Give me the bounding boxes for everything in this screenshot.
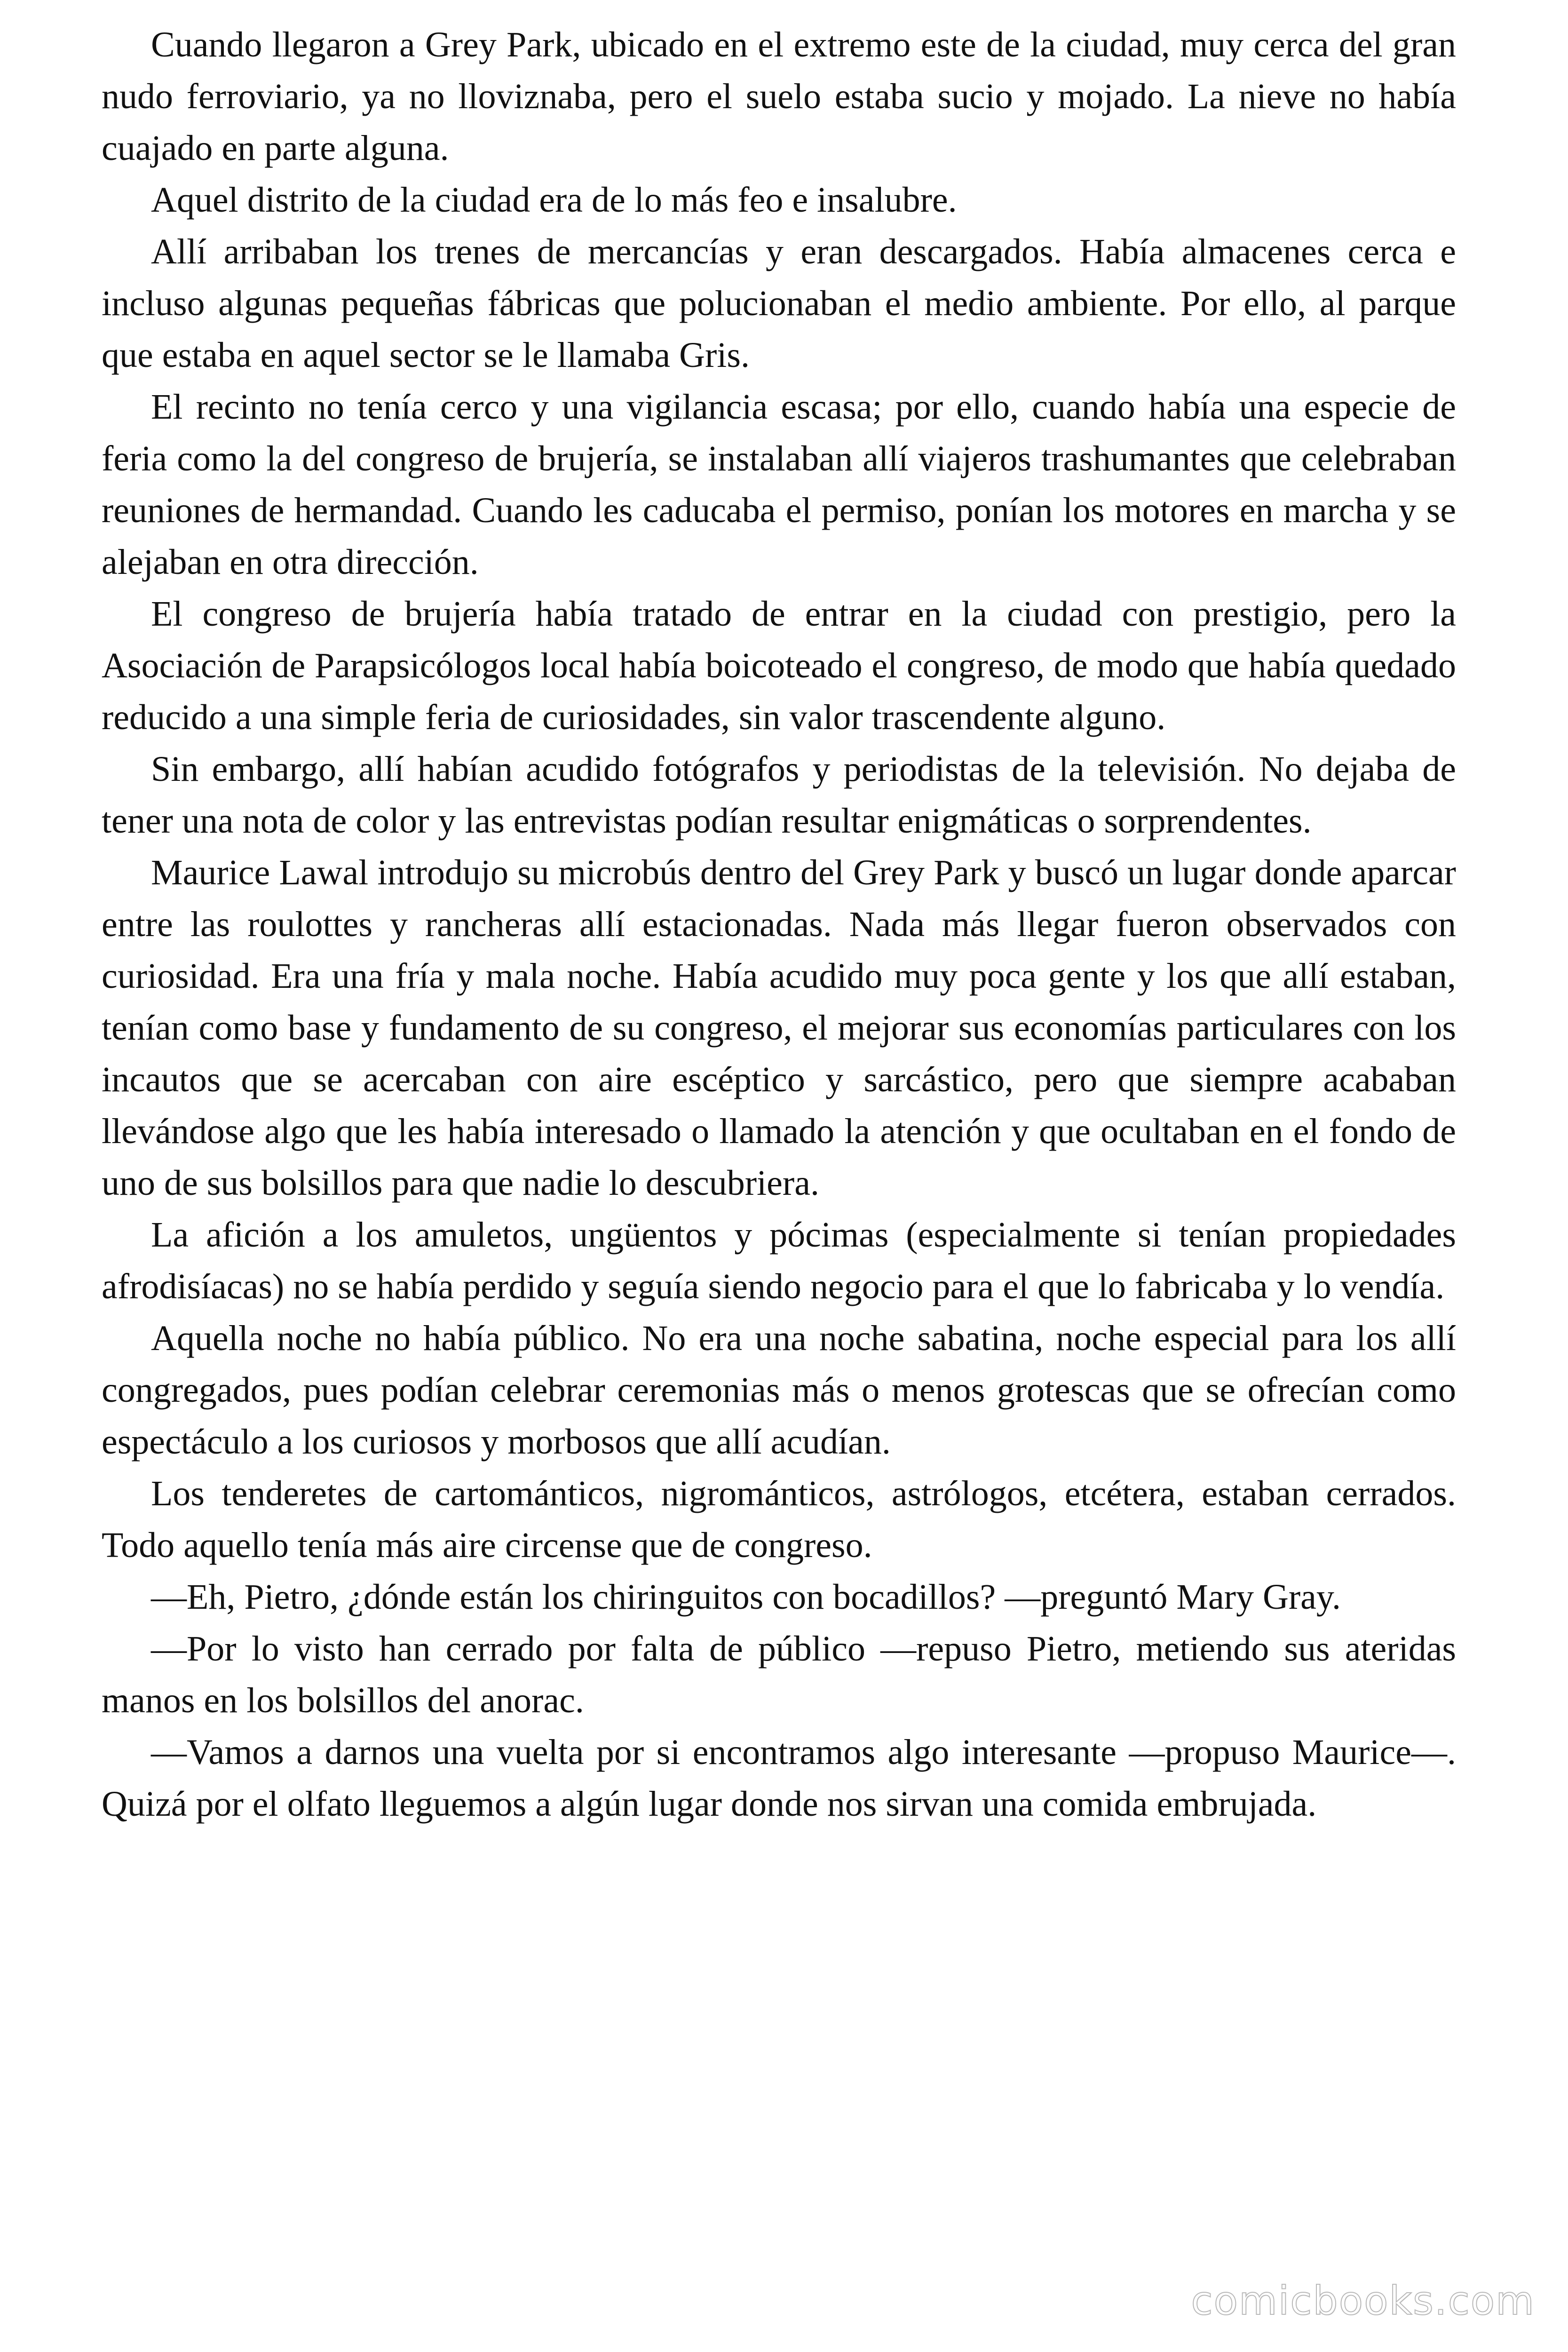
paragraph-3: Allí arribaban los trenes de mercancías y eran descargados. Había almacenes cerca e incluso algunas pequeñas fábricas que polucionaban el medio ambiente. Por ello, al parque que estaba en aquel sector se le llamaba Gris. (102, 232, 1456, 375)
book-page-text (102, 19, 1456, 1830)
dialogue-line-3: —Vamos a darnos una vuelta por si encontramos algo interesante —propuso Maurice—. Quizá por el olfato lleguemos a algún lugar donde nos sirvan una comida embrujada. (102, 1732, 1456, 1824)
dialogue-line-1: —Eh, Pietro, ¿dónde están los chiringuitos con bocadillos? —preguntó Mary Gray. (151, 1577, 1341, 1617)
paragraph-1: Cuando llegaron a Grey Park, ubicado en el extremo este de la ciudad, muy cerca del gran nudo ferroviario, ya no lloviznaba, pero el suelo estaba sucio y mojado. La nieve no había cuajado en parte alguna. (102, 25, 1456, 168)
paragraph-4: El recinto no tenía cerco y una vigilancia escasa; por ello, cuando había una especie de feria como la del congreso de brujería, se instalaban allí viajeros trashumantes que celebraban reuniones de hermandad. Cuando les caducaba el permiso, ponían los motores en marcha y se alejaban en otra dirección. (102, 387, 1456, 582)
watermark: comicbooks.com (1191, 2278, 1535, 2324)
paragraph-10: Los tenderetes de cartománticos, nigrománticos, astrólogos, etcétera, estaban cerrados. Todo aquello tenía más aire circense que de congreso. (102, 1474, 1456, 1565)
paragraph-8: La afición a los amuletos, ungüentos y pócimas (especialmente si tenían propiedades afrodisíacas) no se había perdido y seguía siendo negocio para el que lo fabricaba y lo vendía. (102, 1215, 1456, 1306)
paragraph-7: Maurice Lawal introdujo su microbús dentro del Grey Park y buscó un lugar donde aparcar entre las roulottes y rancheras allí estacionadas. Nada más llegar fueron observados con curiosidad. Era una fría y mala noche. Había acudido muy poca gente y los que allí estaban, tenían como base y fundamento de su congreso, el mejorar sus economías particulares con los incautos que se acercaban con aire escéptico y sarcástico, pero que siempre acababan llevándose algo que les había interesado o llamado la atención y que ocultaban en el fondo de uno de sus bolsillos para que nadie lo descubriera. (102, 853, 1456, 1203)
dialogue-line-2: —Por lo visto han cerrado por falta de público —repuso Pietro, metiendo sus ateridas manos en los bolsillos del anorac. (102, 1629, 1456, 1720)
paragraph-2: Aquel distrito de la ciudad era de lo más feo e insalubre. (151, 180, 957, 220)
paragraph-6: Sin embargo, allí habían acudido fotógrafos y periodistas de la televisión. No dejaba de tener una nota de color y las entrevistas podían resultar enigmáticas o sorprendentes. (102, 749, 1456, 841)
paragraph-9: Aquella noche no había público. No era una noche sabatina, noche especial para los allí congregados, pues podían celebrar ceremonias más o menos grotescas que se ofrecían como espectáculo a los curiosos y morbosos que allí acudían. (102, 1319, 1456, 1462)
paragraph-5: El congreso de brujería había tratado de entrar en la ciudad con prestigio, pero la Asociación de Parapsicólogos local había boicoteado el congreso, de modo que había quedado reducido a una simple feria de curiosidades, sin valor trascendente alguno. (102, 594, 1456, 737)
